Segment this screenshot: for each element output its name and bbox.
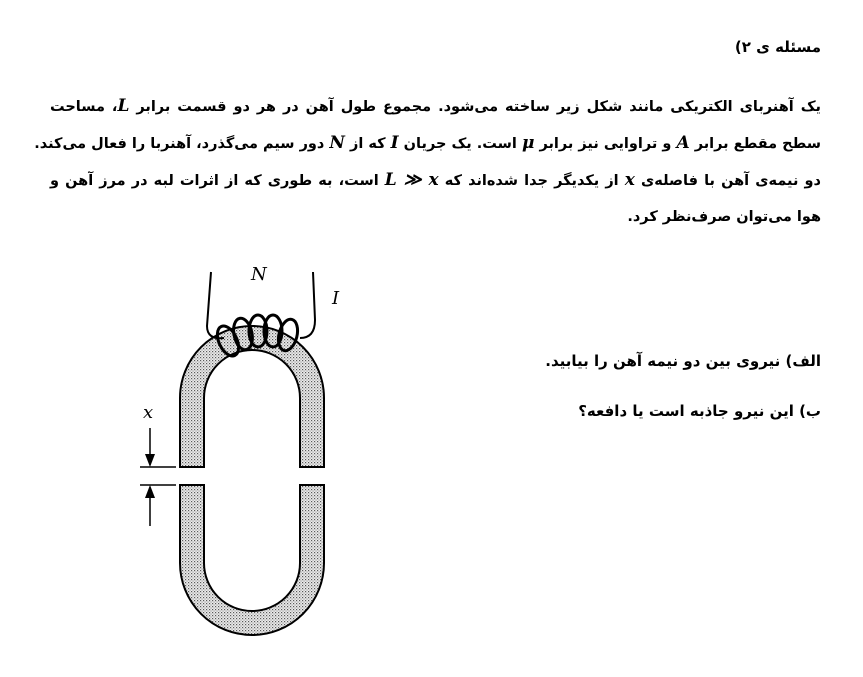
- iron-lower-half: [180, 485, 324, 635]
- text-run: دو نیمه‌ی آهن با فاصله‌ی: [634, 173, 821, 189]
- question-b: ب) این نیرو جاذبه است یا دافعه؟: [578, 402, 821, 420]
- math-symbol: L ≫ x: [384, 170, 439, 190]
- problem-title: مسئله ی ۲): [734, 38, 821, 56]
- text-run: که از: [344, 136, 391, 152]
- text-run: ، مساحت: [50, 99, 118, 115]
- question-a: الف) نیروی بین دو نیمه آهن را بیابید.: [545, 352, 821, 370]
- math-symbol: I: [390, 133, 399, 153]
- electromagnet-figure: [110, 258, 350, 658]
- math-symbol: x: [624, 170, 635, 190]
- math-symbol: μ: [521, 133, 535, 153]
- math-symbol: L: [117, 96, 130, 116]
- statement-line-2: [34, 125, 821, 162]
- text-run: و تراوایی نیز برابر: [534, 136, 677, 152]
- gap-arrowhead-bottom: [145, 485, 155, 498]
- lead-wire-left: [207, 272, 224, 338]
- label-turns: N: [251, 264, 267, 285]
- text-run: سطح مقطع برابر: [689, 136, 821, 152]
- statement-line-1: [50, 88, 821, 125]
- label-current: I: [332, 288, 340, 309]
- statement-line-3: [50, 162, 821, 199]
- text-run: دور سیم می‌گذرد، آهنربا را فعال می‌کند.: [34, 136, 330, 152]
- math-symbol: N: [329, 133, 345, 153]
- label-gap: x: [143, 402, 154, 423]
- math-symbol: A: [676, 133, 690, 153]
- lead-wire-right: [300, 272, 315, 338]
- problem-statement: [34, 88, 821, 235]
- text-run: هوا می‌توان صرف‌نظر کرد.: [627, 209, 821, 225]
- text-run: است، به طوری که از اثرات لبه در مرز آهن و: [50, 173, 385, 189]
- text-run: یک آهنربای الکتریکی مانند شکل زیر ساخته می‌شود. مجموع طول آهن در هر دو قسمت برابر: [129, 99, 821, 115]
- gap-arrowhead-top: [145, 454, 155, 467]
- text-run: از یکدیگر جدا شده‌اند که: [438, 173, 625, 189]
- text-run: است. یک جریان: [398, 136, 522, 152]
- statement-line-4: [50, 199, 821, 235]
- iron-upper-half: [180, 326, 324, 467]
